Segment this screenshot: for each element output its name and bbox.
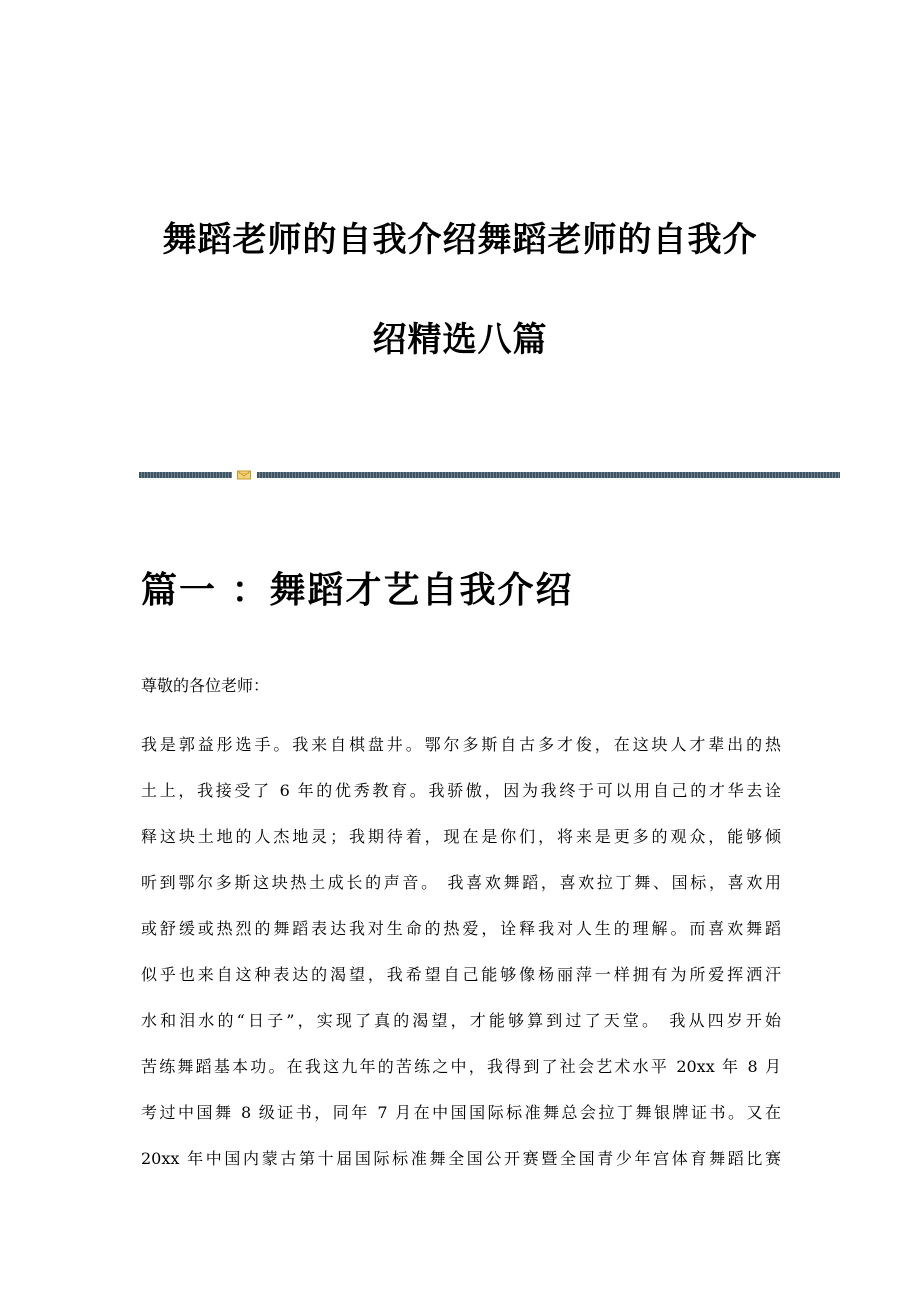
body-line: 20xx 年中国内蒙古第十届国际标准舞全国公开赛暨全国青少年宫体育舞蹈比赛: [141, 1149, 781, 1168]
title-line-2: 绍精选八篇: [372, 320, 548, 360]
body-line: 我是郭益彤选手。我来自棋盘井。鄂尔多斯自古多才俊，在这块人才辈出的热: [141, 735, 781, 754]
title-line-1: 舞蹈老师的自我介绍舞蹈老师的自我介: [162, 220, 758, 260]
body-paragraph: [141, 722, 781, 1182]
divider-bar-left: [139, 472, 232, 478]
salutation: 尊敬的各位老师：: [141, 676, 270, 695]
divider-bar-right: [257, 472, 840, 478]
body-line: 考过中国舞 8 级证书，同年 7 月在中国国际标准舞总会拉丁舞银牌证书。又在: [141, 1103, 781, 1122]
document-title: [120, 190, 800, 390]
body-line: 水和泪水的“日子”，实现了真的渴望，才能够算到过了天堂。 我从四岁开始: [141, 1011, 781, 1030]
body-line: 似乎也来自这种表达的渴望，我希望自己能够像杨丽萍一样拥有为所爱挥洒汗: [141, 965, 781, 984]
body-line: 土上，我接受了 6 年的优秀教育。我骄傲，因为我终于可以用自己的才华去诠: [141, 781, 781, 800]
envelope-emblem-icon: [237, 470, 251, 480]
body-line: 听到鄂尔多斯这块热土成长的声音。 我喜欢舞蹈，喜欢拉丁舞、国标，喜欢用: [141, 873, 781, 892]
body-line: 苦练舞蹈基本功。在我这九年的苦练之中，我得到了社会艺术水平 20xx 年 8 月: [141, 1057, 781, 1076]
body-line: 释这块土地的人杰地灵；我期待着，现在是你们，将来是更多的观众，能够倾: [141, 827, 781, 846]
body-line: 或舒缓或热烈的舞蹈表达我对生命的热爱，诠释我对人生的理解。而喜欢舞蹈: [141, 919, 781, 938]
decorative-divider: [139, 470, 840, 480]
section-heading: 篇一 ：舞蹈才艺自我介绍: [141, 570, 574, 611]
